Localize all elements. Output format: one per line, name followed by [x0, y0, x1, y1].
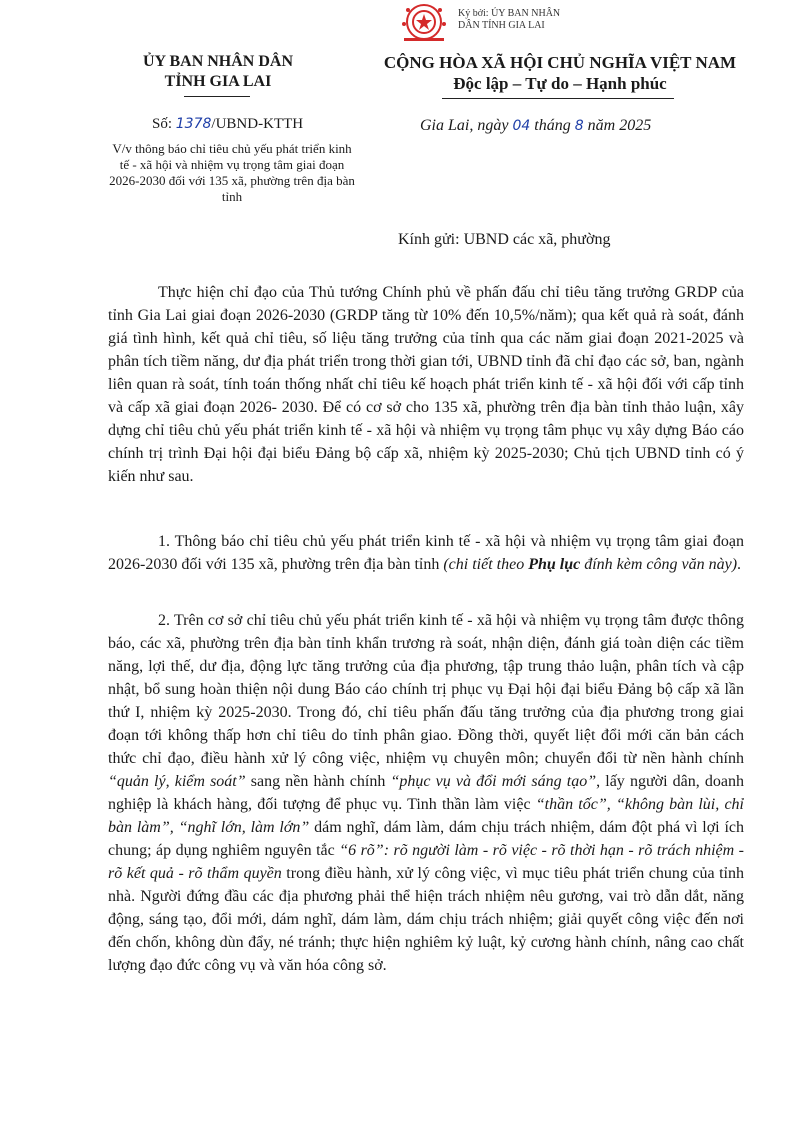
paragraph-intro: Thực hiện chỉ đạo của Thủ tướng Chính phủ về phấn đấu chỉ tiêu tăng trưởng GRDP của tỉnh Gia Lai giai đoạn 2026-2030 (GRDP tăng từ 10% đến 10,5%/năm); qua kết quả rà soát, đánh giá tình hình, kết quả chỉ tiêu, số liệu tăng trưởng của tỉnh qua các năm giai đoạn 2021-2025 và phân tích tiềm năng, dư địa phát triển trong thời gian tới, UBND tỉnh đã chỉ đạo các sở, ban, ngành liên quan rà soát, tính toán thống nhất chỉ tiêu kế hoạch phát triển kinh tế - xã hội đối với cấp tỉnh và cấp xã giai đoạn 2026- 2030. Để có cơ sở cho 135 xã, phường trên địa bàn tỉnh thảo luận, xây dựng chỉ tiêu chủ yếu phát triển kinh tế - xã hội và nhiệm vụ trọng tâm phục vụ xây dựng Báo cáo chính trị trình Đại hội đại biểu Đảng bộ cấp xã, nhiệm kỳ 2025-2030; Chủ tịch UBND tỉnh có ý kiến như sau. [108, 284, 744, 485]
item1-appendix-link: Phụ lục [528, 556, 581, 573]
item2-quote-spirit: “thần tốc”, “không bàn lùi, chỉ bàn làm”, “nghĩ lớn, làm lớn” [108, 796, 744, 836]
signature-line-2: DÂN TỈNH GIA LAI [458, 20, 545, 31]
org-line-2: TỈNH GIA LAI [164, 73, 272, 90]
item1-italic-open: (chi tiết theo [443, 556, 529, 573]
nation-line-1: CỘNG HÒA XÃ HỘI CHỦ NGHĨA VIỆT NAM [383, 53, 737, 72]
signature-line-1: Ký bởi: ỦY BAN NHÂN [458, 8, 561, 19]
date-mid: tháng [530, 117, 575, 134]
item1-text: 1. Thông báo chỉ tiêu chủ yếu phát triển kinh tế - xã hội và nhiệm vụ trọng tâm giai đoạn 2026-2030 đối với 135 xã, phường trên địa bàn tỉnh [108, 533, 744, 573]
org-underline [184, 96, 250, 97]
org-line-1: ỦY BAN NHÂN DÂN [142, 53, 294, 70]
date-prefix: Gia Lai, ngày [420, 117, 513, 134]
doc-number-handwritten: 1378 [175, 116, 212, 132]
doc-number-prefix: Số: [152, 116, 176, 132]
item2-quote-six-clear: “6 rõ”: rõ người làm - rõ việc - rõ thời hạn - rõ trách nhiệm - rõ kết quả - rõ thẩm quyền [108, 842, 745, 882]
item2-quote-manage: “quản lý, kiểm soát” [108, 773, 246, 790]
date-day-handwritten: 04 [512, 118, 531, 134]
item2-quote-serve: “phục vụ và đổi mới sáng tạo” [390, 773, 597, 790]
item1-italic-close: đính kèm công văn này) [580, 556, 738, 573]
issuing-organization [118, 52, 318, 92]
document-subject: V/v thông báo chỉ tiêu chủ yếu phát triển kinh tế - xã hội và nhiệm vụ trọng tâm giai đoạn 2026-2030 đối với 135 xã, phường trên địa bàn tỉnh [109, 141, 355, 204]
red-seal-stamp [398, 2, 450, 46]
item2-text-i: trong điều hành, xử lý công việc, vì mục tiêu phát triển chung của tỉnh nhà. Người đứng đầu các địa phương phải thể hiện trách nhiệm nêu gương, vai trò dẫn dắt, năng động, sáng tạo, đổi mới, dám nghĩ, dám làm, dám chịu trách nhiệm; giải quyết công việc đến nơi đến chốn, không dùn đẩy, né tránh; thực hiện nghiêm kỷ luật, kỷ cương hành chính, nâng cao chất lượng đạo đức công vụ và văn hóa công sở. [108, 865, 744, 974]
item2-text-e: , lấy người dân, doanh nghiệp là khách hàng, đối tượng để phục vụ. Tinh thần làm việc [108, 773, 745, 813]
paragraph-item-2 [108, 609, 744, 977]
document-date [420, 117, 651, 135]
national-motto [350, 52, 770, 94]
paragraph-item-1 [108, 530, 744, 576]
motto-underline [442, 98, 674, 99]
doc-number-suffix: /UBND-KTTH [211, 116, 304, 132]
date-suffix: năm 2025 [583, 117, 652, 134]
item2-text-g: dám nghĩ, dám làm, dám chịu trách nhiệm, dám đột phá vì lợi ích chung; áp dụng nghiêm nguyên tắc [108, 819, 745, 859]
item1-period: . [737, 556, 742, 573]
date-month-handwritten: 8 [574, 118, 584, 134]
nation-line-2: Độc lập – Tự do – Hạnh phúc [453, 74, 667, 93]
document-number [152, 116, 303, 133]
item2-text-a: 2. Trên cơ sở chỉ tiêu chủ yếu phát triển kinh tế - xã hội và nhiệm vụ trọng tâm được thông báo, các xã, phường trên địa bàn tỉnh khẩn trương rà soát, nhận diện, đánh giá toàn diện các tiềm năng, lợi thế, dư địa, động lực tăng trưởng của địa phương, tập trung thảo luận, phân tích và cập nhật, bổ sung hoàn thiện nội dung Báo cáo chính trị phục vụ Đại hội đại biểu Đảng bộ cấp xã lần thứ I, nhiệm kỳ 2025-2030. Trong đó, chỉ tiêu phấn đấu tăng trưởng của địa phương trong giai đoạn tới không thấp hơn chỉ tiêu do tỉnh phân giao. Đồng thời, quyết liệt đổi mới căn bản cách thức chỉ đạo, điều hành xử lý công việc, nhiệm vụ chuyên môn; chuyển đổi từ nền hành chính [108, 612, 744, 767]
item2-text-c: sang nền hành chính [245, 773, 391, 790]
digital-signature-note [458, 8, 560, 32]
recipient-line: Kính gửi: UBND các xã, phường [398, 231, 611, 248]
